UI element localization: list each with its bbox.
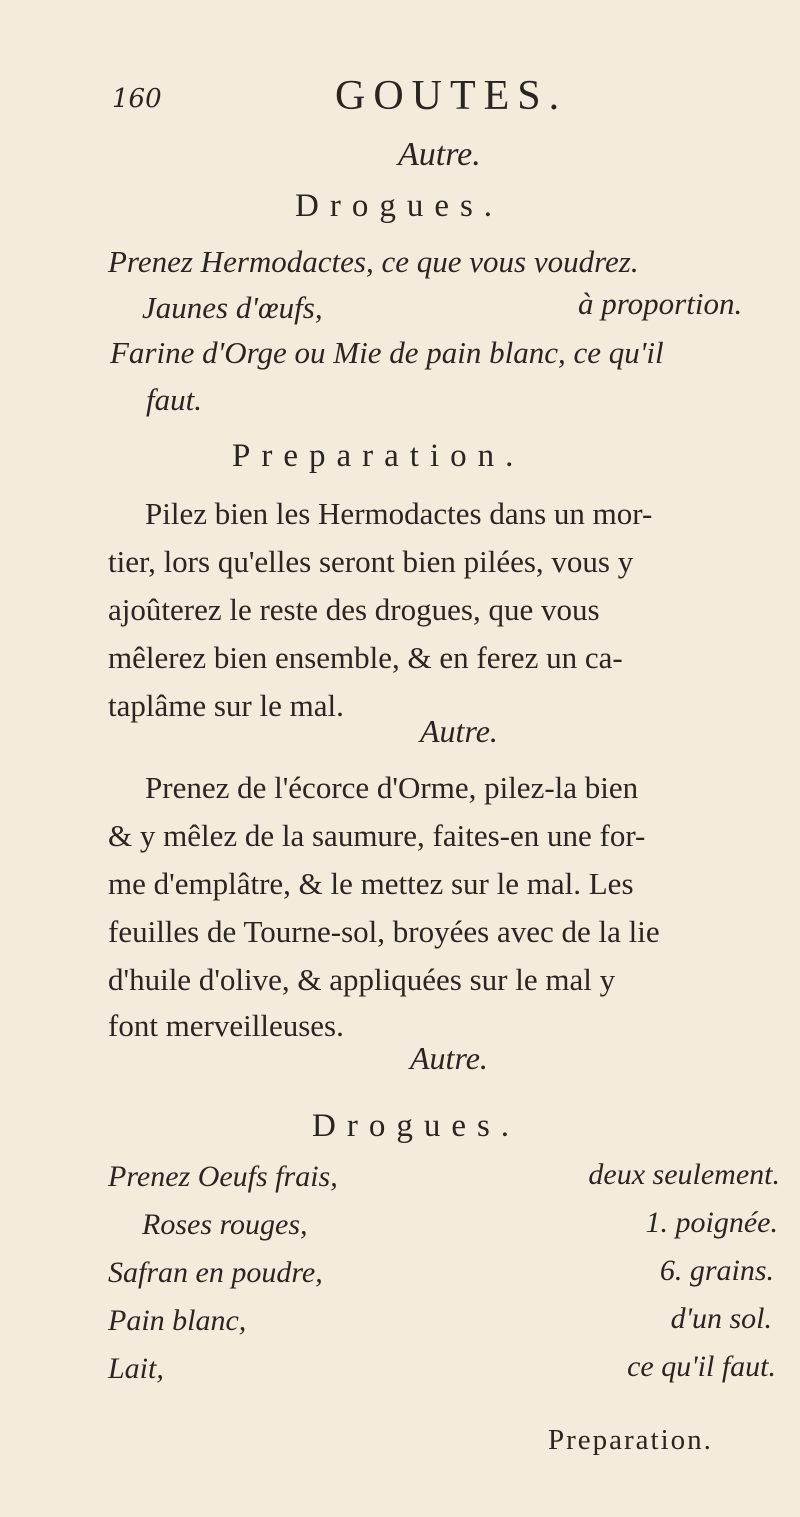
paragraph-line: taplâme sur le mal. <box>108 688 344 723</box>
section-heading-autre: Autre. <box>398 136 481 173</box>
paragraph-line: Pilez bien les Hermodactes dans un mor- <box>145 496 653 531</box>
ingredient-quantity: 6. grains. <box>659 1254 774 1287</box>
ingredient-line: faut. <box>146 382 202 417</box>
ingredient-quantity: ce qu'il faut. <box>627 1350 776 1383</box>
ingredient-name: Prenez Oeufs frais, <box>108 1160 338 1193</box>
ingredient-line: Farine d'Orge ou Mie de pain blanc, ce qu'il <box>110 335 664 370</box>
paragraph-line: & y mêlez de la saumure, faites-en une for- <box>108 818 646 853</box>
page-number: 160 <box>112 84 162 114</box>
ingredient-name: Lait, <box>108 1352 164 1385</box>
running-title: GOUTES. <box>335 73 568 119</box>
ingredient-quantity: 1. poignée. <box>645 1206 778 1239</box>
paragraph-line: font merveilleuses. <box>108 1008 344 1043</box>
paragraph-line: tier, lors qu'elles seront bien pilées, vous y <box>108 544 634 579</box>
ingredient-quantity: deux seulement. <box>588 1158 780 1191</box>
ingredient-quantity: d'un sol. <box>670 1302 772 1335</box>
paragraph-line: feuilles de Tourne-sol, broyées avec de la lie <box>108 914 660 949</box>
drogues-heading: Drogues. <box>312 1108 521 1144</box>
ingredient-quantity: à proportion. <box>578 286 743 321</box>
preparation-heading: Preparation. <box>232 438 525 474</box>
ingredient-line: Prenez Hermodactes, ce que vous voudrez. <box>108 244 639 279</box>
paragraph-line: mêlerez bien ensemble, & en ferez un ca- <box>108 640 623 675</box>
ingredient-name: Safran en poudre, <box>108 1256 323 1289</box>
drogues-heading: Drogues. <box>295 188 504 224</box>
ingredient-name: Pain blanc, <box>108 1304 247 1337</box>
section-heading-autre: Autre. <box>420 713 498 749</box>
paragraph-line: ajoûterez le reste des drogues, que vous <box>108 592 600 627</box>
paragraph-line: d'huile d'olive, & appliquées sur le mal y <box>108 962 616 997</box>
section-heading-autre: Autre. <box>410 1040 488 1076</box>
paragraph-line: Prenez de l'écorce d'Orme, pilez-la bien <box>145 770 639 805</box>
ingredient-name: Roses rouges, <box>142 1208 308 1241</box>
ingredient-line: Jaunes d'œufs, <box>142 290 323 325</box>
paragraph-line: me d'emplâtre, & le mettez sur le mal. Les <box>108 866 634 901</box>
preparation-heading: Preparation. <box>548 1424 713 1456</box>
